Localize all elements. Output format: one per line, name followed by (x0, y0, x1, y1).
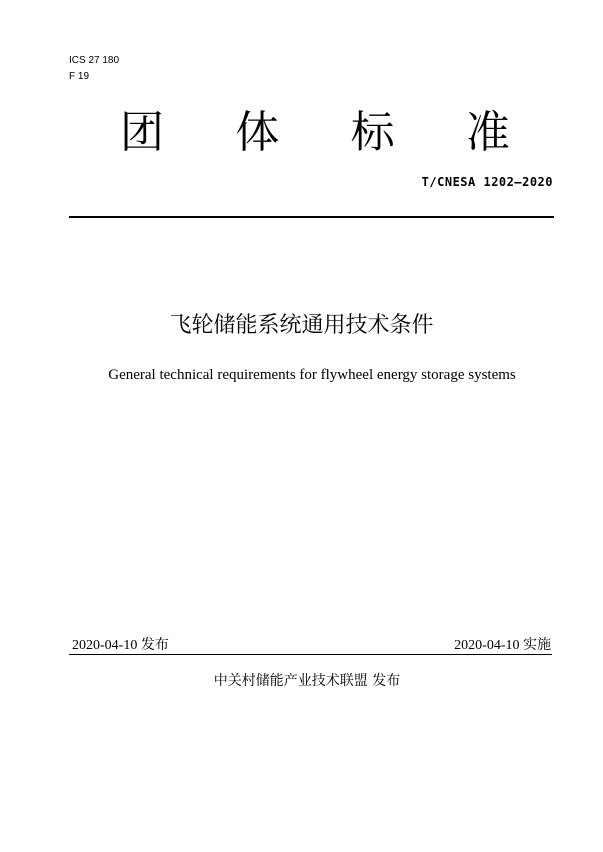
standard-type-char-4: 准 (465, 107, 510, 158)
standard-type-heading (120, 108, 510, 158)
standard-type-char-2: 体 (235, 107, 280, 158)
title-chinese: 飞轮储能系统通用技术条件 (169, 313, 434, 338)
implement-date (454, 637, 551, 654)
footer-divider (69, 654, 552, 655)
ics-code: ICS 27 180 (69, 55, 120, 66)
standard-type-char-1: 团 (120, 107, 164, 158)
publish-date-label: 发布 (140, 637, 169, 653)
issuing-organization (0, 672, 603, 690)
publish-date-value: 2020-04-10 (72, 638, 138, 653)
issuer-action: 发布 (372, 673, 401, 689)
issuer-name: 中关村储能产业技术联盟 (213, 673, 368, 689)
implement-date-label: 实施 (523, 637, 551, 653)
publish-date (72, 637, 169, 654)
standard-type-char-3: 标 (350, 107, 395, 158)
header-divider (69, 216, 554, 218)
title-english: General technical requirements for flywheel energy storage systems (108, 367, 516, 383)
standard-number: T/CNESA 1202—2020 (421, 175, 553, 189)
ccs-code: F 19 (69, 71, 90, 82)
implement-date-value: 2020-04-10 (454, 638, 520, 653)
